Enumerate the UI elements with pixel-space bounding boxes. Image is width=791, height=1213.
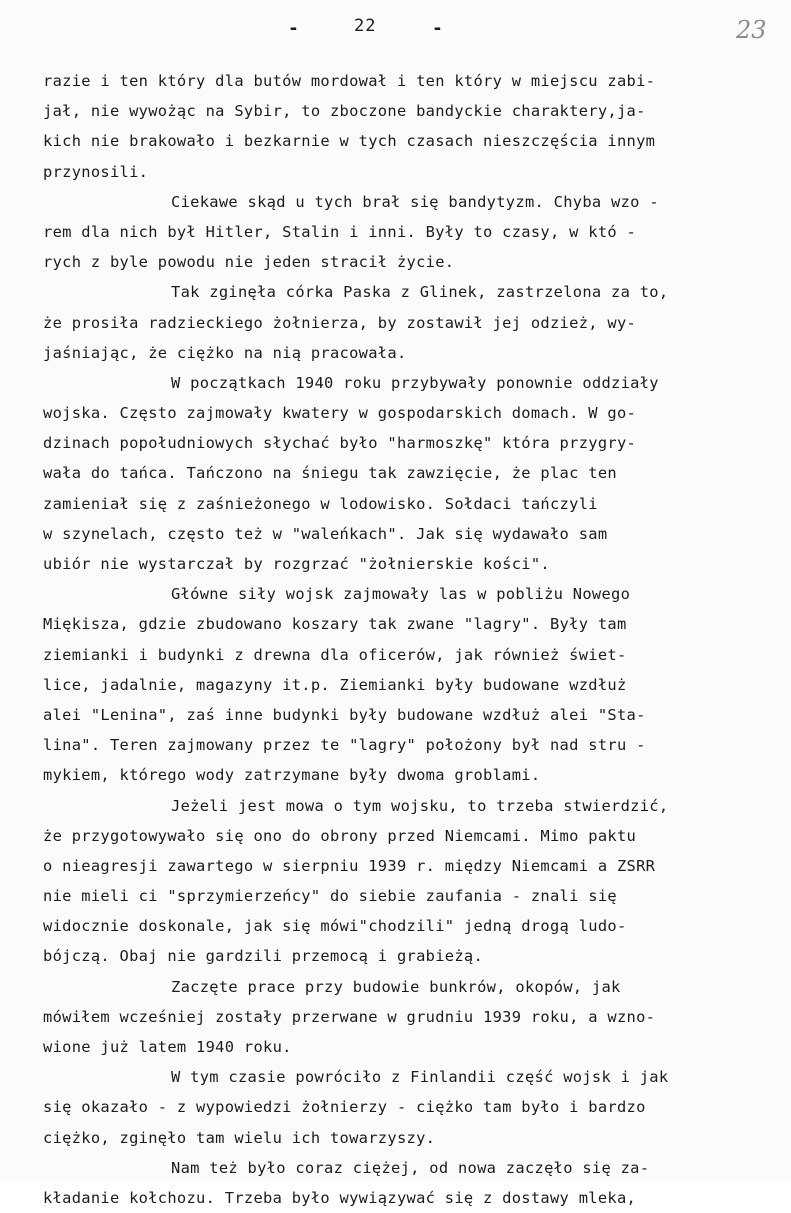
text-line: w szynelach, często też w "waleńkach". Jak się wydawało sam	[43, 524, 608, 543]
text-line: przynosili.	[43, 162, 149, 181]
page-number: 22	[354, 16, 377, 36]
paragraph	[43, 187, 763, 278]
page-header	[0, 14, 791, 44]
text-line: nie mieli ci "sprzymierzeńcy" do siebie zaufania - znali się	[43, 887, 617, 906]
text-line: ciężko, zginęło tam wielu ich towarzyszy.	[43, 1128, 436, 1147]
text-line: alei "Lenina", zaś inne budynki były budowane wzdłuż alei "Sta-	[43, 705, 646, 724]
text-line: wione już latem 1940 roku.	[43, 1038, 292, 1056]
text-line: lice, jadalnie, magazyny it.p. Ziemianki były budowane wzdłuż	[43, 675, 627, 694]
text-line: dzinach popołudniowych słychać było "harmoszkę" która przygry-	[43, 434, 637, 453]
text-line: wojska. Często zajmowały kwatery w gospodarskich domach. W go-	[43, 404, 637, 423]
text-line: rych z byle powodu nie jeden stracił życie.	[43, 253, 455, 272]
text-line: jał, nie wywożąc na Sybir, to zboczone bandyckie charaktery,ja-	[43, 102, 646, 121]
text-line: Główne siły wojsk zajmowały las w pobliżu Nowego	[171, 585, 631, 604]
text-line: Tak zginęła córka Paska z Glinek, zastrzelona za to,	[171, 283, 669, 302]
text-line: że prosiła radzieckiego żołnierza, by zostawił jej odzież, wy-	[43, 313, 637, 332]
text-line: wała do tańca. Tańczono na śniegu tak zawzięcie, że plac ten	[43, 464, 617, 483]
text-line: zamieniał się z zaśnieżonego w lodowisko. Sołdaci tańczyli	[43, 494, 598, 513]
text-line: ziemianki i budynki z drewna dla oficerów, jak również świet-	[43, 645, 627, 664]
paragraph	[43, 1062, 763, 1153]
text-line: W tym czasie powróciło z Finlandii część wojsk i jak	[171, 1068, 669, 1087]
paragraph	[43, 579, 763, 790]
text-line: lina". Teren zajmowany przez te "lagry" położony był nad stru -	[43, 736, 646, 755]
text-line: mykiem, którego wody zatrzymane były dwoma groblami.	[43, 766, 541, 785]
text-line: o nieagresji zawartego w sierpniu 1939 r. między Niemcami a ZSRR	[43, 856, 656, 875]
text-line: kładanie kołchozu. Trzeba było wywiązywać się z dostawy mleka,	[43, 1188, 637, 1207]
text-line: Zaczęte prace przy budowie bunkrów, okopów, jak	[171, 977, 621, 996]
text-line: mówiłem wcześniej zostały przerwane w grudniu 1939 roku, a wzno-	[43, 1007, 656, 1026]
header-dash-right: -	[432, 18, 443, 39]
text-line: Jeżeli jest mowa o tym wojsku, to trzeba stwierdzić,	[171, 796, 669, 815]
paragraph	[43, 1153, 763, 1213]
text-line: razie i ten który dla butów mordował i ten który w miejscu zabi-	[43, 72, 656, 90]
text-line: Ciekawe skąd u tych brał się bandytyzm. Chyba wzo -	[171, 192, 659, 211]
document-body	[43, 66, 763, 1213]
text-line: W początkach 1940 roku przybywały ponownie oddziały	[171, 373, 659, 392]
text-line: rem dla nich był Hitler, Stalin i inni. Były to czasy, w któ -	[43, 222, 637, 241]
paragraph	[43, 277, 763, 368]
text-line: że przygotowywało się ono do obrony przed Niemcami. Mimo paktu	[43, 826, 637, 845]
paragraph	[43, 972, 763, 1063]
paragraph	[43, 368, 763, 579]
text-line: Miękisza, gdzie zbudowano koszary tak zwane "lagry". Były tam	[43, 615, 627, 634]
text-line: widocznie doskonale, jak się mówi"chodzili" jedną drogą ludo-	[43, 917, 627, 936]
text-line: bójczą. Obaj nie gardzili przemocą i grabieżą.	[43, 947, 484, 966]
text-line: Nam też było coraz ciężej, od nowa zaczęło się za-	[171, 1158, 650, 1177]
header-dash-left: -	[288, 18, 299, 39]
text-line: jaśniając, że ciężko na nią pracowała.	[43, 343, 407, 362]
text-line: kich nie brakowało i bezkarnie w tych czasach nieszczęścia innym	[43, 132, 656, 151]
paragraph	[43, 66, 763, 187]
handwritten-archive-number: 23	[736, 16, 767, 44]
paragraph	[43, 791, 763, 972]
text-line: ubiór nie wystarczał by rozgrzać "żołnierskie kości".	[43, 555, 550, 573]
text-line: się okazało - z wypowiedzi żołnierzy - ciężko tam było i bardzo	[43, 1098, 646, 1117]
